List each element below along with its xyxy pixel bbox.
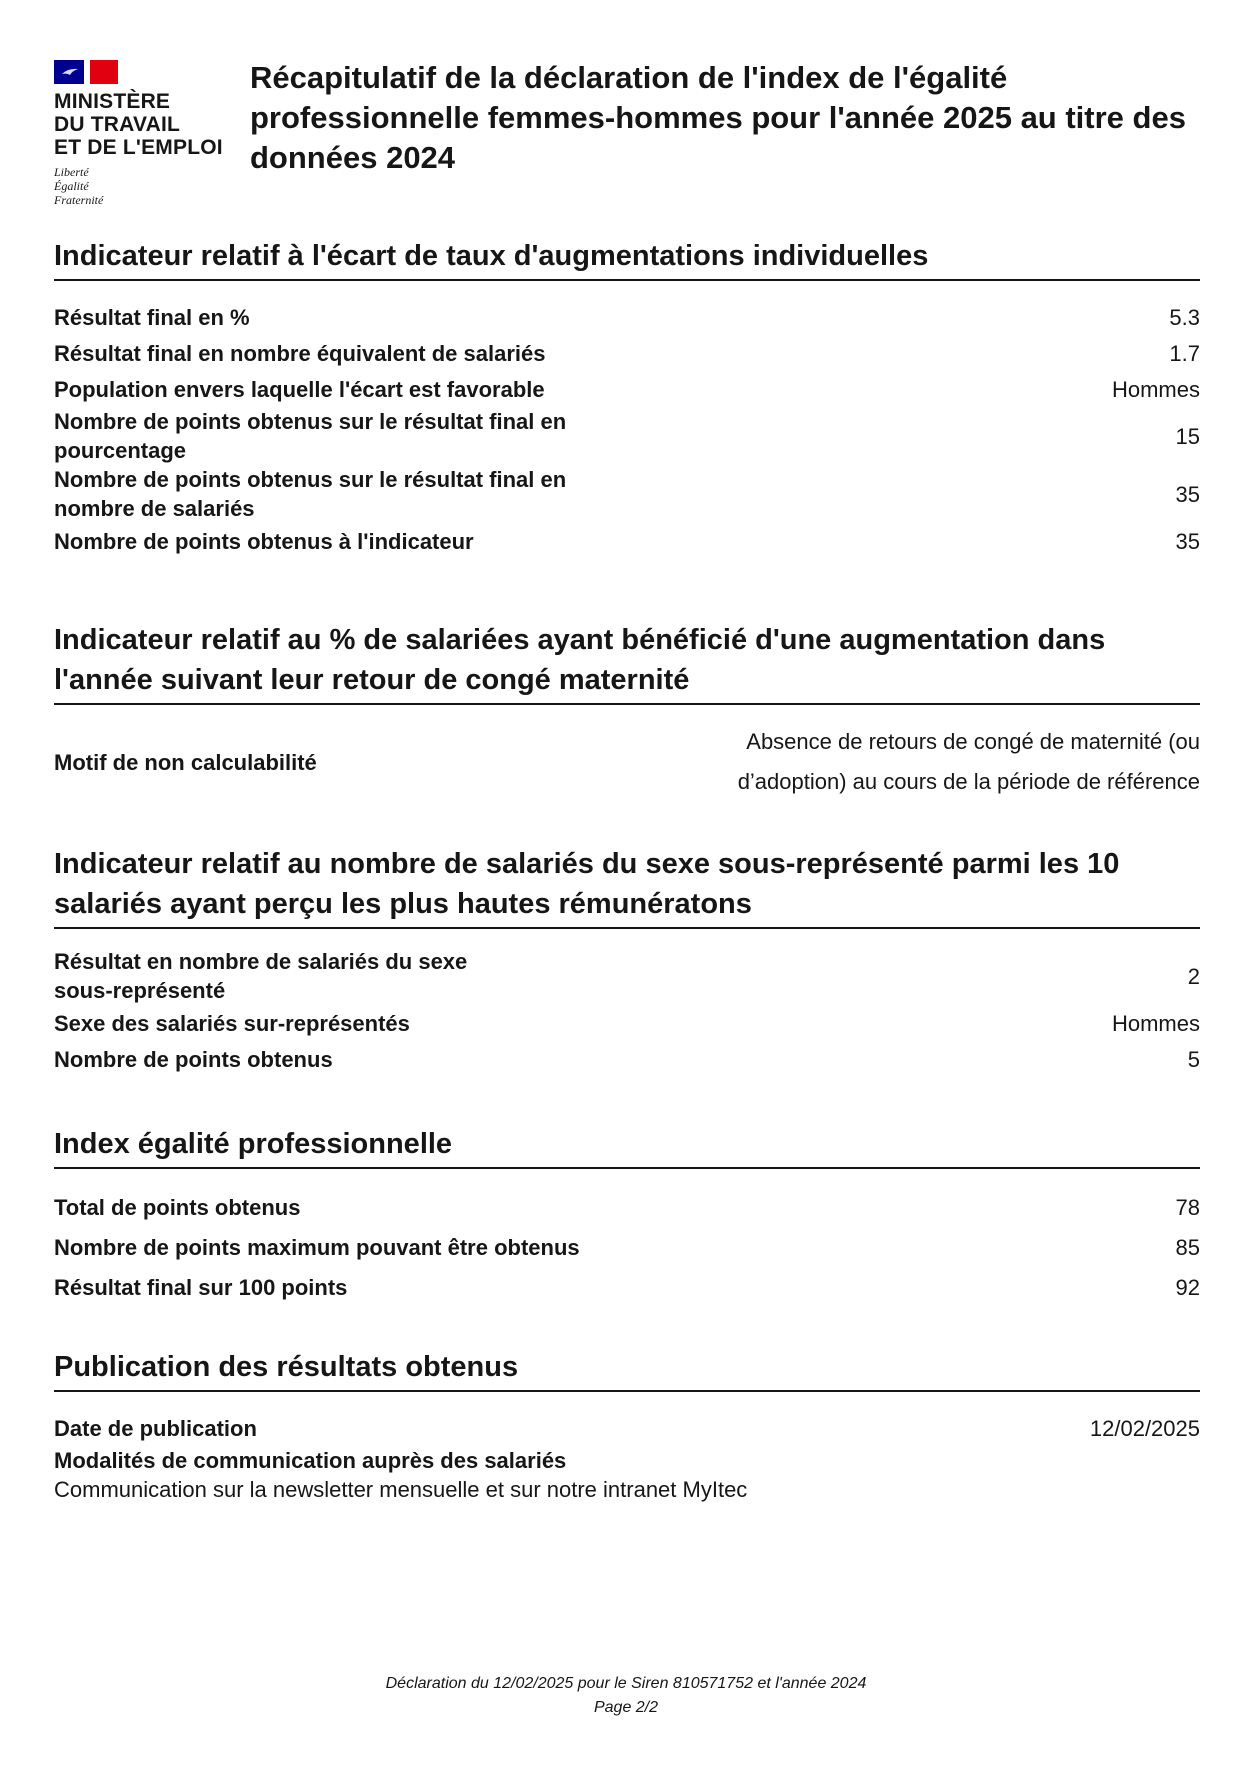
row-label: Nombre de points maximum pouvant être obtenus bbox=[54, 1234, 580, 1260]
result-row bbox=[54, 1041, 1200, 1077]
row-value: Hommes bbox=[1111, 376, 1200, 402]
row-label: Date de publication bbox=[54, 1415, 257, 1441]
row-value: 35 bbox=[1175, 528, 1200, 554]
row-label: Nombre de points obtenus à l'indicateur bbox=[54, 528, 474, 554]
document-title: Récapitulatif de la déclaration de l'index de l'égalité professionnelle femmes-hommes pour l'année 2025 au titre des données 2024 bbox=[250, 60, 1186, 175]
publication-date-row bbox=[54, 1410, 1200, 1446]
footer-declaration: Déclaration du 12/02/2025 pour le Siren 810571752 et l'année 2024 bbox=[385, 1675, 867, 1692]
row-label: Nombre de points obtenus sur le résultat final en nombre de salariés bbox=[54, 467, 567, 521]
section-title: Indicateur relatif à l'écart de taux d'augmentations individuelles bbox=[54, 236, 1200, 281]
section-index bbox=[54, 1124, 1200, 1307]
row-label: Motif de non calculabilité bbox=[54, 749, 317, 775]
ministry-line: MINISTÈRE bbox=[54, 90, 171, 113]
result-row bbox=[54, 371, 1200, 407]
ministry-logo bbox=[54, 60, 244, 207]
row-label: Sexe des salariés sur-représentés bbox=[54, 1010, 410, 1036]
publication-date: 12/02/2025 bbox=[1089, 1415, 1200, 1441]
section-augmentations bbox=[54, 236, 1200, 559]
row-value: 85 bbox=[1175, 1234, 1200, 1260]
row-value: 2 bbox=[1187, 963, 1200, 989]
result-row bbox=[54, 523, 1200, 559]
result-row bbox=[54, 1005, 1200, 1041]
section-title: Index égalité professionnelle bbox=[54, 1124, 1200, 1169]
result-row bbox=[54, 1267, 1200, 1307]
row-value: 15 bbox=[1175, 423, 1200, 449]
row-value: 5 bbox=[1187, 1046, 1200, 1072]
row-value: 35 bbox=[1175, 481, 1200, 507]
ministry-line: ET DE L'EMPLOI bbox=[54, 136, 223, 159]
section-publication bbox=[54, 1347, 1200, 1504]
result-row bbox=[54, 1227, 1200, 1267]
row-value: 92 bbox=[1175, 1274, 1200, 1300]
row-label: Résultat en nombre de salariés du sexe sous-représenté bbox=[54, 949, 468, 1003]
ministry-name bbox=[54, 90, 244, 159]
row-label: Total de points obtenus bbox=[54, 1194, 301, 1220]
result-row bbox=[54, 335, 1200, 371]
row-label: Résultat final en nombre équivalent de salariés bbox=[54, 340, 546, 366]
page-footer bbox=[0, 1672, 1252, 1720]
section-title: Indicateur relatif au % de salariées ayant bénéficié d'une augmentation dans l'année suivant leur retour de congé maternité bbox=[54, 620, 1200, 705]
row-label: Nombre de points obtenus sur le résultat final en pourcentage bbox=[54, 409, 567, 463]
row-label: Résultat final en % bbox=[54, 304, 250, 330]
row-value: 78 bbox=[1175, 1194, 1200, 1220]
row-label: Résultat final sur 100 points bbox=[54, 1274, 348, 1300]
motto-line: Liberté bbox=[54, 165, 89, 179]
republic-motto bbox=[54, 165, 244, 207]
result-row bbox=[54, 1187, 1200, 1227]
ministry-line: DU TRAVAIL bbox=[54, 113, 181, 136]
result-row bbox=[54, 299, 1200, 335]
modalites-label: Modalités de communication auprès des salariés bbox=[54, 1448, 567, 1473]
result-row bbox=[54, 721, 1200, 803]
row-value: 1.7 bbox=[1169, 340, 1200, 366]
row-value: 5.3 bbox=[1169, 304, 1200, 330]
row-value: Hommes bbox=[1111, 1010, 1200, 1036]
modalites-block bbox=[54, 1446, 1200, 1504]
section-title: Publication des résultats obtenus bbox=[54, 1347, 1200, 1392]
motto-line: Égalité bbox=[54, 179, 89, 193]
row-label: Population envers laquelle l'écart est favorable bbox=[54, 376, 545, 402]
section-title: Indicateur relatif au nombre de salariés du sexe sous-représenté parmi les 10 salariés ayant perçu les plus hautes rémunératons bbox=[54, 844, 1200, 929]
result-row bbox=[54, 465, 1200, 523]
result-row bbox=[54, 947, 1200, 1005]
row-value: Absence de retours de congé de maternité (ou d’adoption) au cours de la période de référence bbox=[737, 729, 1200, 794]
result-row bbox=[54, 407, 1200, 465]
modalites-text: Communication sur la newsletter mensuelle et sur notre intranet MyItec bbox=[54, 1477, 748, 1502]
marianne-flag-icon bbox=[54, 60, 118, 84]
row-label: Nombre de points obtenus bbox=[54, 1046, 333, 1072]
section-hautes-remunerations bbox=[54, 844, 1200, 1077]
page-number: Page 2/2 bbox=[593, 1699, 659, 1716]
motto-line: Fraternité bbox=[54, 193, 104, 207]
section-maternite bbox=[54, 620, 1200, 803]
